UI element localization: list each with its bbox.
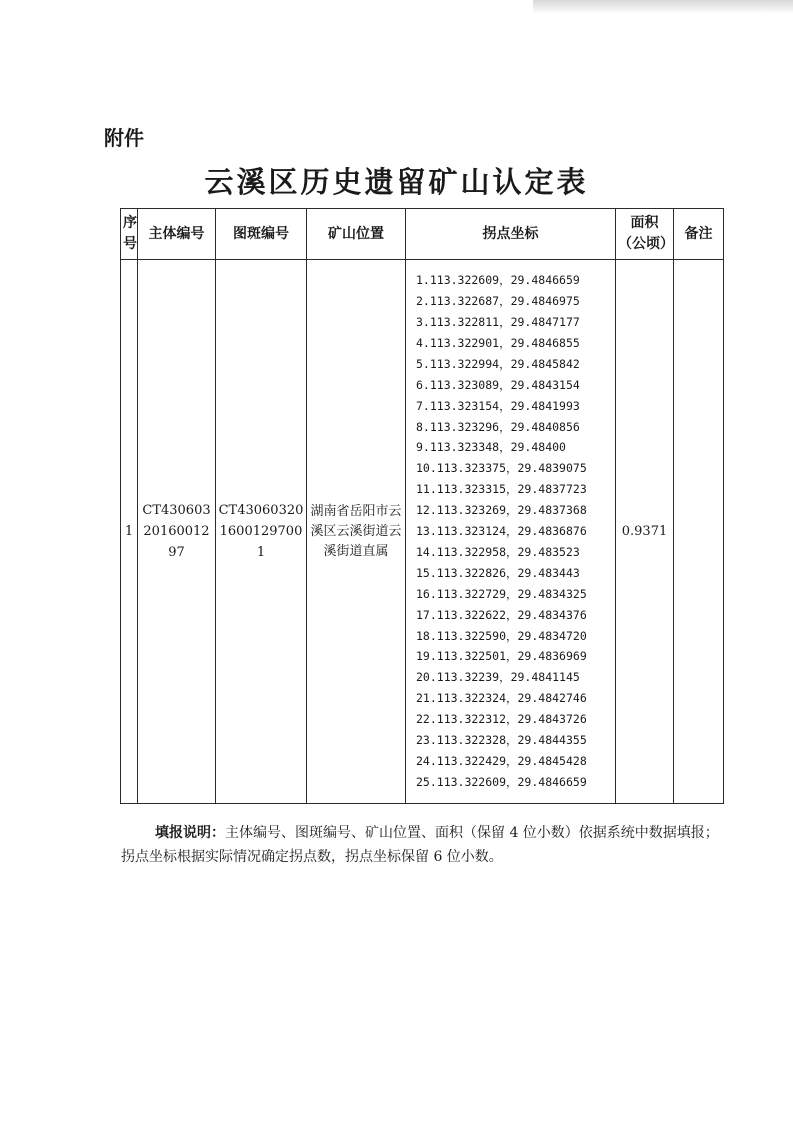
coord-list bbox=[406, 270, 615, 793]
coord-item: 11.113.323315，29.4837723 bbox=[416, 482, 587, 497]
cell-coords bbox=[406, 260, 616, 804]
coord-item: 7.113.323154，29.4841993 bbox=[416, 398, 580, 413]
coord-item: 8.113.323296，29.4840856 bbox=[416, 419, 580, 434]
cell-area: 0.9371 bbox=[616, 260, 674, 804]
note-text: 主体编号、图斑编号、矿山位置、面积（保留 4 位小数）依据系统中数据填报；拐点坐标根据实际情况确定拐点数，拐点坐标保留 6 位小数。 bbox=[121, 825, 719, 865]
coord-item: 17.113.322622，29.4834376 bbox=[416, 607, 587, 622]
header-area: 面积（公顷） bbox=[616, 209, 674, 260]
cell-seq: 1 bbox=[121, 260, 138, 804]
coord-item: 6.113.323089，29.4843154 bbox=[416, 377, 580, 392]
mine-table bbox=[120, 208, 724, 804]
coord-item: 10.113.323375，29.4839075 bbox=[416, 461, 587, 476]
coord-item: 24.113.322429，29.4845428 bbox=[416, 754, 587, 769]
table-row bbox=[121, 260, 724, 804]
coord-item: 9.113.323348，29.48400 bbox=[416, 440, 566, 455]
header-remark: 备注 bbox=[674, 209, 724, 260]
cell-remark bbox=[674, 260, 724, 804]
header-location: 矿山位置 bbox=[307, 209, 406, 260]
coord-item: 4.113.322901，29.4846855 bbox=[416, 335, 580, 350]
cell-entity-no: CT4306032016001297 bbox=[138, 260, 216, 804]
coord-item: 3.113.322811，29.4847177 bbox=[416, 314, 580, 329]
scan-edge-shadow bbox=[533, 0, 793, 14]
coord-item: 23.113.322328，29.4844355 bbox=[416, 733, 587, 748]
coord-item: 21.113.322324，29.4842746 bbox=[416, 691, 587, 706]
coord-item: 19.113.322501，29.4836969 bbox=[416, 649, 587, 664]
coord-item: 20.113.32239，29.4841145 bbox=[416, 670, 580, 685]
cell-location: 湖南省岳阳市云溪区云溪街道云溪街道直属 bbox=[307, 260, 406, 804]
coord-item: 15.113.322826，29.483443 bbox=[416, 565, 580, 580]
coord-item: 14.113.322958，29.483523 bbox=[416, 544, 580, 559]
coord-item: 16.113.322729，29.4834325 bbox=[416, 586, 587, 601]
header-seq: 序号 bbox=[121, 209, 138, 260]
note-label: 填报说明： bbox=[155, 825, 225, 841]
coord-item: 13.113.323124，29.4836876 bbox=[416, 524, 587, 539]
coord-item: 18.113.322590，29.4834720 bbox=[416, 628, 587, 643]
coord-item: 1.113.322609，29.4846659 bbox=[416, 273, 580, 288]
coord-item: 22.113.322312，29.4843726 bbox=[416, 712, 587, 727]
page-title: 云溪区历史遗留矿山认定表 bbox=[204, 165, 589, 199]
table-header-row bbox=[121, 209, 724, 260]
attachment-label: 附件 bbox=[104, 126, 144, 150]
coord-item: 25.113.322609，29.4846659 bbox=[416, 774, 587, 789]
header-entity-no: 主体编号 bbox=[138, 209, 216, 260]
coord-item: 12.113.323269，29.4837368 bbox=[416, 503, 587, 518]
coord-item: 5.113.322994，29.4845842 bbox=[416, 356, 580, 371]
fill-instructions bbox=[121, 821, 726, 869]
coord-item: 2.113.322687，29.4846975 bbox=[416, 294, 580, 309]
cell-patch-no: CT4306032016001297001 bbox=[216, 260, 307, 804]
header-patch-no: 图斑编号 bbox=[216, 209, 307, 260]
header-coords: 拐点坐标 bbox=[406, 209, 616, 260]
